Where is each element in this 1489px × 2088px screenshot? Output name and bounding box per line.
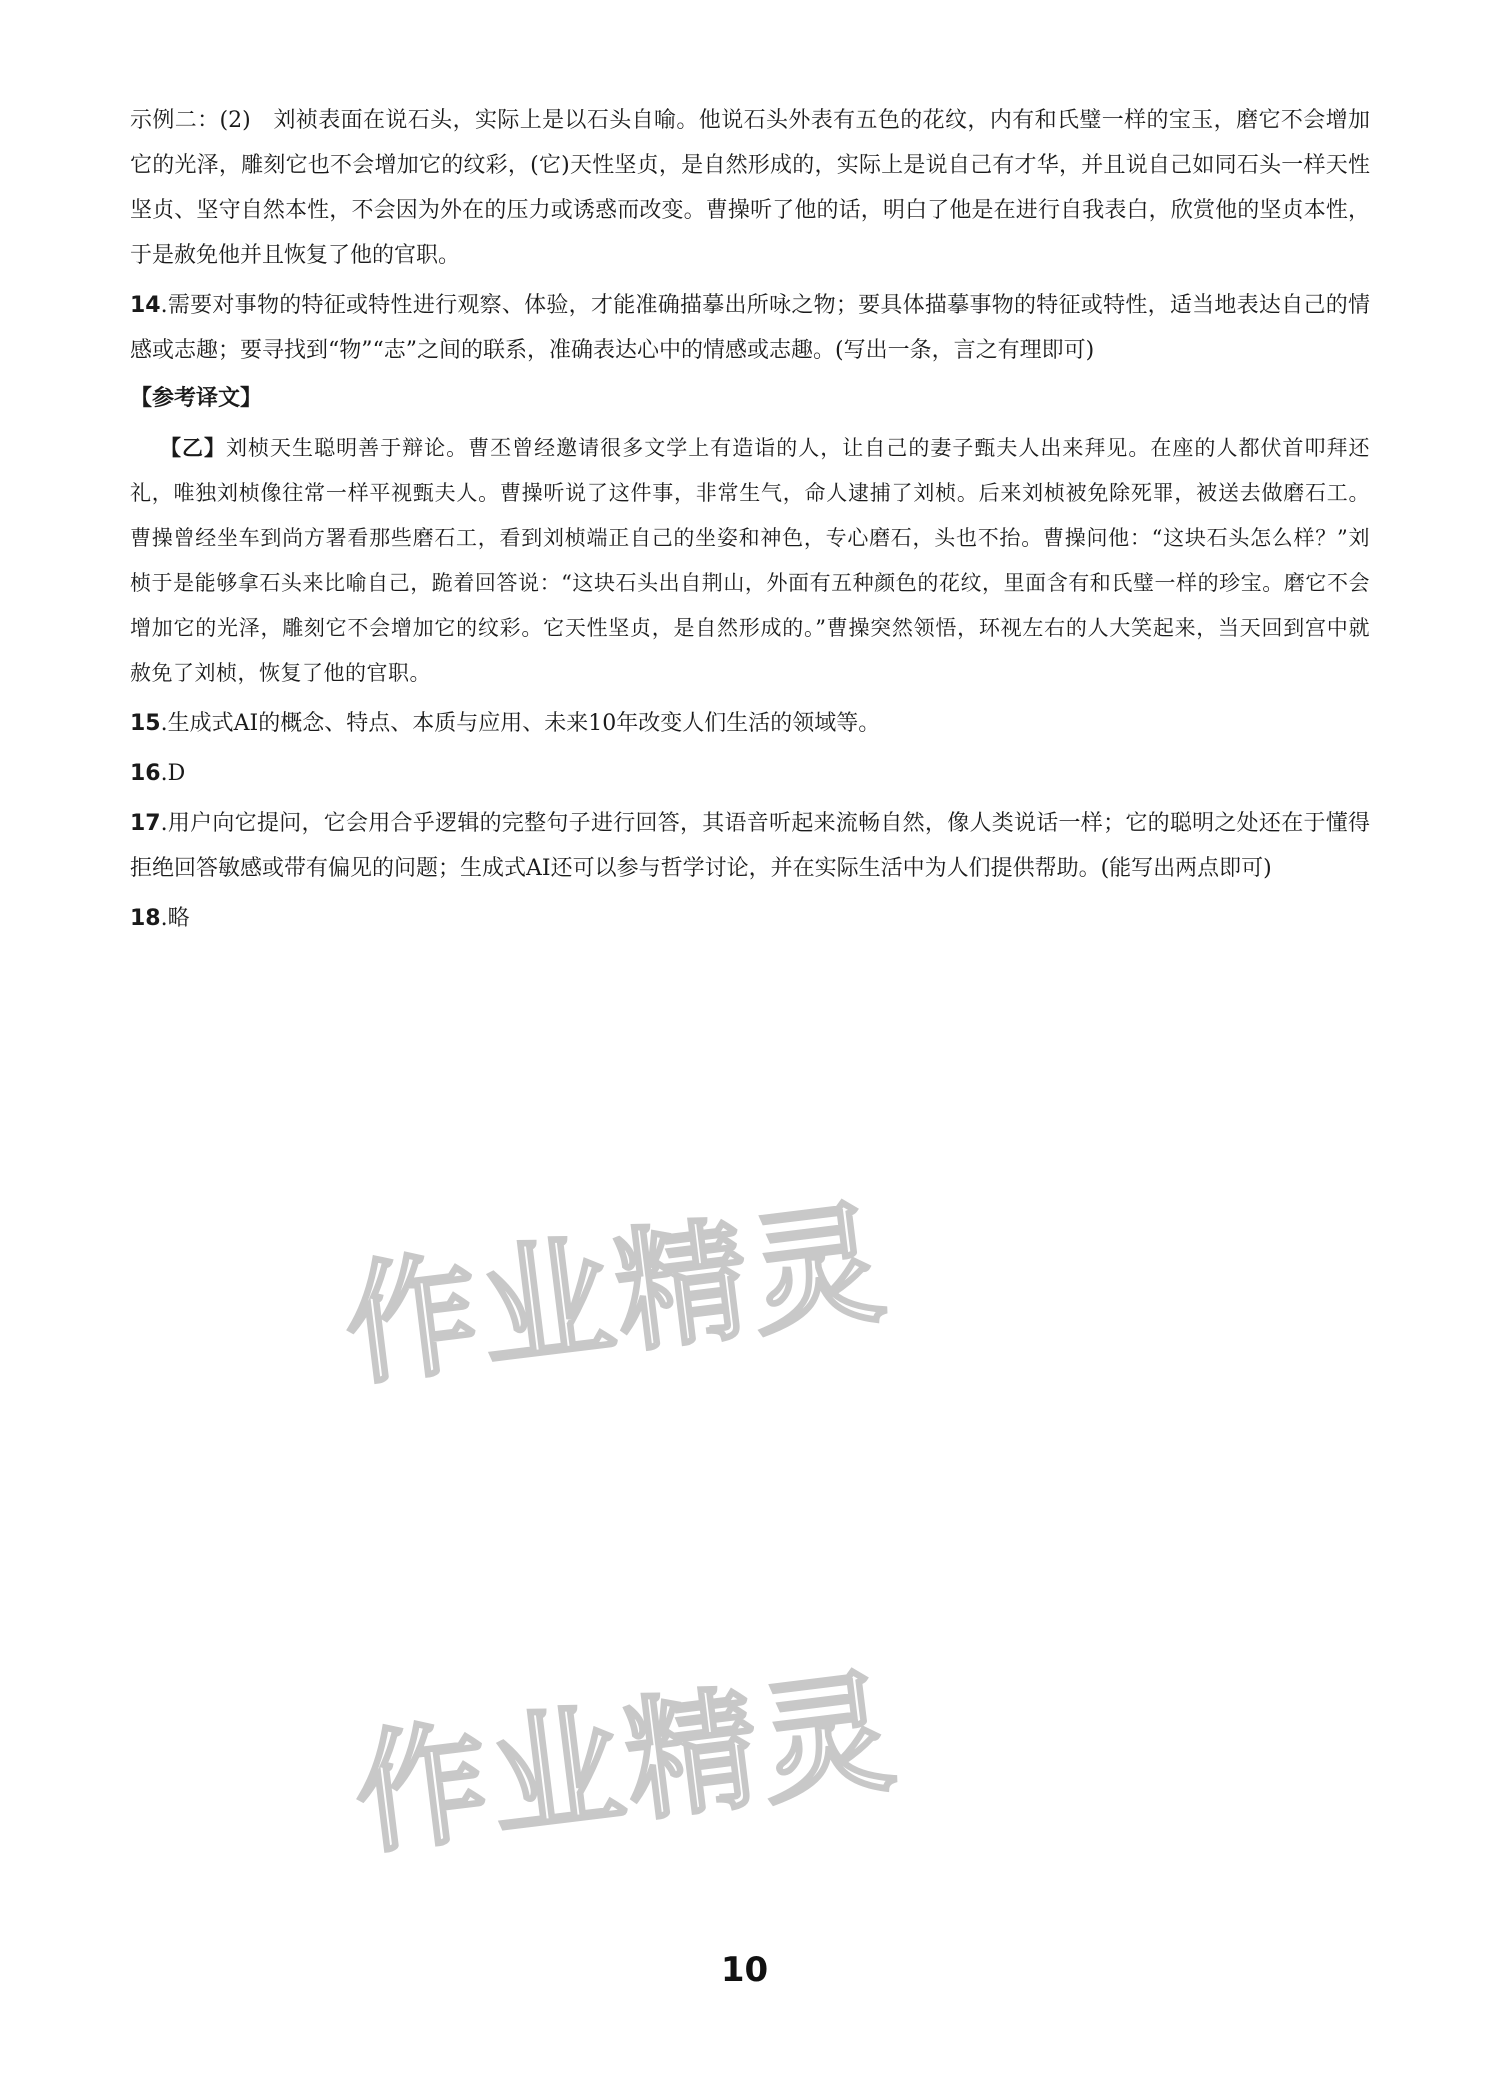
answer-item-18 <box>130 896 1370 941</box>
answer-item-14 <box>130 283 1370 373</box>
item-number: 18 <box>130 906 161 931</box>
reference-translation-paragraph <box>130 426 1370 696</box>
page-number: 10 <box>720 1950 769 1990</box>
reference-translation-title: 【参考译文】 <box>130 386 263 411</box>
answer-content <box>130 98 1370 941</box>
item-text: .生成式AI的概念、特点、本质与应用、未来10年改变人们生活的领域等。 <box>160 711 881 736</box>
item-number: 15 <box>130 711 161 736</box>
item-text: .需要对事物的特征或特性进行观察、体验，才能准确描摹出所咏之物；要具体描摹事物的特征或特性，适当地表达自己的情感或志趣；要寻找到“物”“志”之间的联系，准确表达心中的情感或志趣。(写出一条，言之有理即可) <box>130 293 1370 363</box>
item-text: .D <box>160 761 186 786</box>
answer-item-17 <box>130 801 1370 891</box>
item-text: .略 <box>160 906 190 931</box>
watermark-text: 作业精灵 <box>337 1185 896 1405</box>
item-number: 16 <box>130 761 161 786</box>
item-number: 17 <box>130 811 161 836</box>
watermark-bottom <box>0 1650 1489 1880</box>
answer-item-16 <box>130 751 1370 796</box>
translation-text: 刘桢天生聪明善于辩论。曹丕曾经邀请很多文学上有造诣的人，让自己的妻子甄夫人出来拜见。在座的人都伏首叩拜还礼，唯独刘桢像往常一样平视甄夫人。曹操听说了这件事，非常生气，命人逮捕了刘桢。后来刘桢被免除死罪，被送去做磨石工。曹操曾经坐车到尚方署看那些磨石工，看到刘桢端正自己的坐姿和神色，专心磨石，头也不抬。曹操问他：“这块石头怎么样？”刘桢于是能够拿石头来比喻自己，跪着回答说：“这块石头出自荆山，外面有五种颜色的花纹，里面含有和氏璧一样的珍宝。磨它不会增加它的光泽，雕刻它不会增加它的纹彩。它天性坚贞，是自然形成的。”曹操突然领悟，环视左右的人大笑起来，当天回到宫中就赦免了刘桢，恢复了他的官职。 <box>130 436 1370 685</box>
watermark-text: 作业精灵 <box>346 1654 906 1874</box>
item-number: 14 <box>130 293 161 318</box>
item-text: .用户向它提问，它会用合乎逻辑的完整句子进行回答，其语音听起来流畅自然，像人类说话一样；它的聪明之处还在于懂得拒绝回答敏感或带有偏见的问题；生成式AI还可以参与哲学讨论，并在实际生活中为人们提供帮助。(能写出两点即可) <box>130 811 1370 881</box>
example-two-paragraph: 示例二：(2) 刘祯表面在说石头，实际上是以石头自喻。他说石头外表有五色的花纹，内有和氏璧一样的宝玉，磨它不会增加它的光泽，雕刻它也不会增加它的纹彩，(它)天性坚贞，是自然形成的，实际上是说自己有才华，并且说自己如同石头一样天性坚贞、坚守自然本性，不会因为外在的压力或诱惑而改变。曹操听了他的话，明白了他是在进行自我表白，欣赏他的坚贞本性，于是赦免他并且恢复了他的官职。 <box>130 108 1370 268</box>
watermark-top <box>0 1180 1489 1410</box>
answer-item-15 <box>130 701 1370 746</box>
translation-mark: 【乙】 <box>160 436 227 460</box>
